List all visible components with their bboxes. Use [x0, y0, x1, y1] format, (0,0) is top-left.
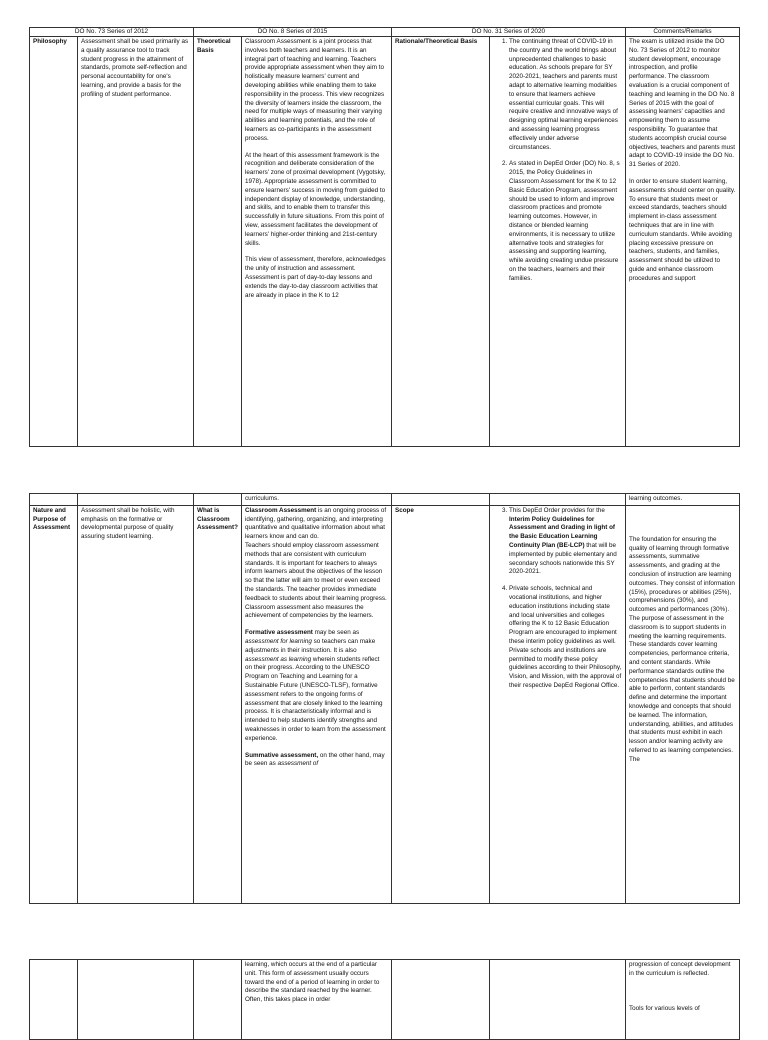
paragraph-text: on the other hand, may be seen as: [245, 751, 385, 768]
table-row-continuation: [30, 494, 740, 506]
bold-phrase: Interim Policy Guidelines for Assessment and Grading in light of the Basic Education Learning Continuity Plan (BE-LCP): [509, 515, 616, 549]
comments-cell-continued: learning outcomes.: [626, 494, 740, 506]
comments-cell: [626, 505, 740, 903]
comments-cell: [626, 37, 740, 447]
do8-paragraph: [245, 629, 388, 743]
list-item: 4. Private schools, technical and vocational institutions, and higher education institutions including state and local universities and colleges offering the K to 12 Basic Education Program are encouraged to implement these interim policy guidelines as well. Private schools and institutions are permitted to modify these policy guidelines according to their Philosophy, Vision, and Mission, with the approval of their respective DepEd Regional Office.: [509, 585, 622, 691]
do8-cell: learning, which occurs at the end of a particular unit. This form of assessment usually occurs toward the end of a period of learning in order to describe the standard reached by the learner. Often, this takes place in order: [242, 960, 392, 1040]
paragraph-text: This DepEd Order provides for the: [509, 506, 605, 514]
do8-paragraph: Teachers should employ classroom assessment methods that are consistent with curriculum standards. It is important for teachers to always inform learners about the objectives of the lesson so that the latter will aim to meet or even exceed the standards. The teacher provides immediate feedback to students about their learning progress. Classroom assessment also measures the achievement of competencies by the learners.: [245, 541, 387, 620]
table-row: [30, 960, 740, 1040]
comments-paragraph: Tools for various levels of: [629, 1004, 700, 1012]
term-formative: Formative assessment: [245, 629, 313, 637]
comments-paragraph: The exam is utilized inside the DO No. 73 Series of 2012 to monitor student development, encourage introspection, and profile performance. The classroom evaluation is a crucial component of teaching and learning in the DO No. 8 Series of 2015 with the goal of assessing learners' capacities and empowering them to assume responsibility. To guarantee that students accomplish crucial course objectives, teachers and parents must adapt to COVID-19 inside the DO No. 31 Series of 2020.: [629, 38, 736, 169]
header-do73: DO No. 73 Series of 2012: [30, 28, 194, 37]
do73-cell: Assessment shall be holistic, with emphasis on the formative or developmental purpose of quality assuring student learning.: [78, 505, 194, 903]
italic-term: assessment as learning: [245, 655, 312, 663]
table-row: [30, 505, 740, 903]
row-label-philosophy: Philosophy: [30, 37, 78, 447]
table-row: [30, 37, 740, 447]
comparison-table-page-2: [29, 493, 740, 904]
row-label-theoretical-basis: Theoretical Basis: [194, 37, 242, 447]
comments-cell: [626, 960, 740, 1040]
comments-paragraph: progression of concept development in the curriculum is reflected.: [629, 961, 731, 977]
paragraph-text: that will be implemented by public elementary and secondary schools nationwide this SY 2020-2021.: [509, 541, 617, 576]
do8-paragraph: [245, 752, 388, 770]
list-item: 2. As stated in DepEd Order (DO) No. 8, s 2015, the Policy Guidelines in Classroom Assessment for the K to 12 Basic Education Program, assessment should be used to inform and improve classroom practices and promote learning outcomes. However, in distance or blended learning environments, it is necessary to utilize alternative tools and strategies for assessing and supporting learning, while avoiding creating undue pressure on the teachers, learners and their families.: [509, 160, 622, 283]
do31-list: [493, 38, 622, 284]
do8-cell: [242, 37, 392, 447]
paragraph-text: wherein students reflect on their progress. According to the UNESCO Program on Teaching and Learning for a Sustainable Future (UNESCO-TLSF), formative assessment refers to the ongoing forms of assessment that are closely linked to the learning process. It is characteristically informal and is intended to help students identify strengths and weaknesses in order to learn from the assessment experience.: [245, 655, 386, 742]
term-summative: Summative assessment,: [245, 751, 319, 759]
term-classroom-assessment: Classroom Assessment: [245, 506, 317, 514]
list-item: 1. The continuing threat of COVID-19 in the country and the world brings about unprecedented challenges to basic education. As schools prepare for SY 2020-2021, teachers and parents must adapt to alternative learning modalities to ensure that learners achieve essential curricular goals. This will require creative and innovative ways of designing optimal learning experiences and assessing learning progress effectively under adverse circumstances.: [509, 38, 622, 152]
list-item: [509, 507, 622, 577]
do8-paragraph: This view of assessment, therefore, acknowledges the unity of instruction and assessment. Assessment is part of day-to-day lessons and extends the day-to-day classroom activities that are already in place in the K to 12: [245, 256, 386, 299]
do8-paragraph: [245, 507, 388, 542]
do8-paragraph: Classroom Assessment is a joint process that involves both teachers and learners. It is an integral part of teaching and learning. Teachers provide appropriate assessment when they aim to holistically measure learners' current and developing abilities while enabling them to take responsibility in the process. This view recognizes the diversity of learners inside the classroom, the need for multiple ways of measuring their varying abilities and learning potentials, and the role of learners as co-participants in the assessment process.: [245, 38, 385, 142]
header-do8: DO No. 8 Series of 2015: [194, 28, 392, 37]
comparison-table-page-3: [29, 959, 740, 1040]
table-header-row: [30, 28, 740, 37]
comments-paragraph: The foundation for ensuring the quality of learning through formative assessments, summative assessments, and grading at the conclusion of instruction are learning outcomes. They consist of information (15%), procedures or abilities (25%), comprehensions (30%), and outcomes and performances (30%). The purpose of assessment in the classroom is to support students in meeting the learning requirements. These standards cover learning competencies, performance criteria, and content standards. While performance standards outline the competencies that students should be able to perform, content standards define and determine the important knowledge and concepts that should be learned. The information, understanding, abilities, and attitudes that students must exhibit in each lesson and/or learning activity are referred to as learning competencies. The: [629, 535, 735, 763]
do31-cell: [490, 37, 626, 447]
italic-term: assessment of: [277, 760, 319, 768]
paragraph-text: is an ongoing process of identifying, gathering, organizing, and interpreting quantitative and qualitative information about what learners know and can do.: [245, 506, 387, 541]
do8-paragraph: At the heart of this assessment framework is the recognition and deliberate consideration of the learners' zone of proximal development (Vygotsky, 1978). Appropriate assessment is committed to ensure learners' success in moving from guided to independent display of knowledge, understanding, and skills, and to enable them to transfer this successfully in future situations. From this point of view, assessment facilitates the development of learners' higher-order thinking and 21st-century skills.: [245, 151, 386, 247]
do8-cell-continued: curriculums.: [242, 494, 392, 506]
do73-cell: Assessment shall be used primarily as a quality assurance tool to track student progress in the attainment of standards, promote self-reflection and personal accountability for one's learning, and provide a basis for the profiling of student performance.: [78, 37, 194, 447]
do31-list: [493, 507, 622, 691]
italic-term: assessment for learning: [245, 637, 312, 645]
paragraph-text: may be seen as: [312, 629, 360, 637]
comments-paragraph: In order to ensure student learning, assessments should center on quality. To ensure that students meet or exceed standards, teachers should implement in-class assessment techniques that are in line with curriculum standards. While avoiding placing excessive pressure on teachers, students, and families, assessment should be utilized to guide and enhance classroom procedures and support: [629, 177, 736, 282]
row-label-nature-purpose: Nature and Purpose of Assessment: [30, 505, 78, 903]
do31-cell: [490, 505, 626, 903]
row-label-rationale: Rationale/Theoretical Basis: [392, 37, 490, 447]
row-label-scope: Scope: [392, 505, 490, 903]
paragraph-text: so teachers can make adjustments in their instruction. It is also: [245, 637, 376, 654]
header-do31: DO No. 31 Series of 2020: [392, 28, 626, 37]
do8-cell: [242, 505, 392, 903]
header-comments: Comments/Remarks: [626, 28, 740, 37]
row-label-classroom-assessment: What is Classroom Assessment?: [194, 505, 242, 903]
comparison-table-page-1: [29, 27, 740, 447]
